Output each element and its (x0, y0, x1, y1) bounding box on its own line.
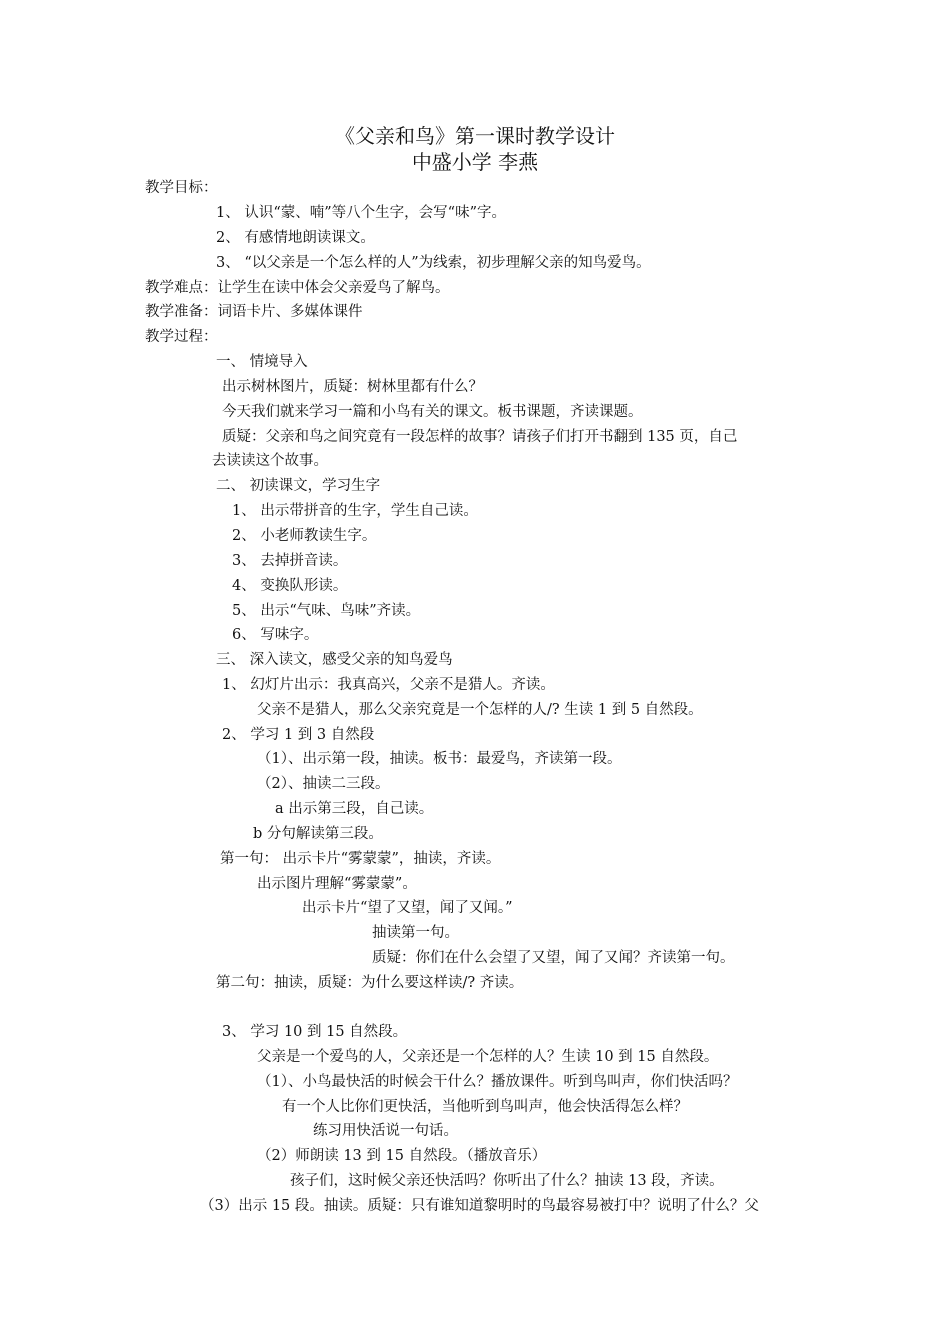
text-line: 1、 出示带拼音的生字，学生自己读。 (232, 503, 478, 519)
text-line: 今天我们就来学习一篇和小鸟有关的课文。板书课题，齐读课题。 (222, 404, 643, 420)
text-line: 出示图片理解“雾蒙蒙”。 (257, 876, 417, 892)
text-line: 出示卡片“望了又望，闻了又闻。” (302, 900, 513, 916)
text-line: 6、 写味字。 (232, 627, 319, 643)
text-line: 质疑：你们在什么会望了又望，闻了又闻？齐读第一句。 (372, 950, 735, 966)
text-line: 教学准备：词语卡片、多媒体课件 (145, 304, 363, 320)
text-line: （2）、抽读二三段。 (257, 776, 390, 792)
section-heading: 一、 情境导入 (216, 354, 308, 370)
text-line: 出示树林图片，质疑：树林里都有什么？ (222, 379, 483, 395)
text-line: 质疑：父亲和鸟之间究竟有一段怎样的故事？请孩子们打开书翻到 135 页，自己 (222, 429, 738, 445)
text-line: 第二句：抽读，质疑：为什么要这样读/? 齐读。 (216, 975, 524, 991)
section-heading: 二、 初读课文，学习生字 (216, 478, 381, 494)
text-line: 去读读这个故事。 (212, 453, 328, 469)
text-line: （3）出示 15 段。抽读。质疑：只有谁知道黎明时的鸟最容易被打中？说明了什么？父 (200, 1198, 759, 1214)
document-author: 中盛小学 李燕 (411, 150, 539, 174)
text-line: 3、 去掉拼音读。 (232, 553, 348, 569)
document-title: 《父亲和鸟》第一课时教学设计 (335, 124, 615, 148)
section-heading: 三、 深入读文，感受父亲的知鸟爱鸟 (216, 652, 453, 668)
text-line: 2、 学习 1 到 3 自然段 (222, 727, 375, 743)
text-line: b 分句解读第三段。 (253, 826, 383, 842)
text-line: 2、 有感情地朗读课文。 (216, 230, 375, 246)
text-line: 3、 “以父亲是一个怎么样的人”为线索，初步理解父亲的知鸟爱鸟。 (216, 255, 651, 271)
text-line: 抽读第一句。 (372, 925, 459, 941)
text-line: 教学目标： (145, 180, 218, 196)
text-line: 2、 小老师教读生字。 (232, 528, 377, 544)
text-line: 父亲是一个爱鸟的人，父亲还是一个怎样的人？生读 10 到 15 自然段。 (257, 1049, 719, 1065)
text-line: （1）、小鸟最快活的时候会干什么？播放课件。听到鸟叫声，你们快活吗？ (257, 1074, 738, 1090)
text-line: 4、 变换队形读。 (232, 578, 348, 594)
text-line: 教学难点：让学生在读中体会父亲爱鸟了解鸟。 (145, 280, 450, 296)
text-line: 第一句： 出示卡片“雾蒙蒙”，抽读，齐读。 (220, 851, 501, 867)
text-line: 父亲不是猎人，那么父亲究竟是一个怎样的人/? 生读 1 到 5 自然段。 (257, 702, 703, 718)
text-line: （1）、出示第一段，抽读。板书：最爱鸟，齐读第一段。 (257, 751, 622, 767)
text-line: 5、 出示“气味、鸟味”齐读。 (232, 603, 421, 619)
text-line: a 出示第三段，自己读。 (275, 801, 434, 817)
text-line: 有一个人比你们更快活，当他听到鸟叫声，他会快活得怎么样？ (282, 1099, 688, 1115)
text-line: 教学过程： (145, 329, 218, 345)
text-line: 孩子们，这时候父亲还快活吗？你听出了什么？抽读 13 段，齐读。 (290, 1173, 724, 1189)
text-line: 1、 认识“蒙、喃”等八个生字，会写“味”字。 (216, 205, 506, 221)
text-line: 练习用快活说一句话。 (313, 1123, 458, 1139)
text-line: 1、 幻灯片出示：我真高兴，父亲不是猎人。齐读。 (222, 677, 555, 693)
text-line: （2）师朗读 13 到 15 自然段。（播放音乐） (257, 1148, 547, 1164)
text-line: 3、 学习 10 到 15 自然段。 (222, 1024, 408, 1040)
